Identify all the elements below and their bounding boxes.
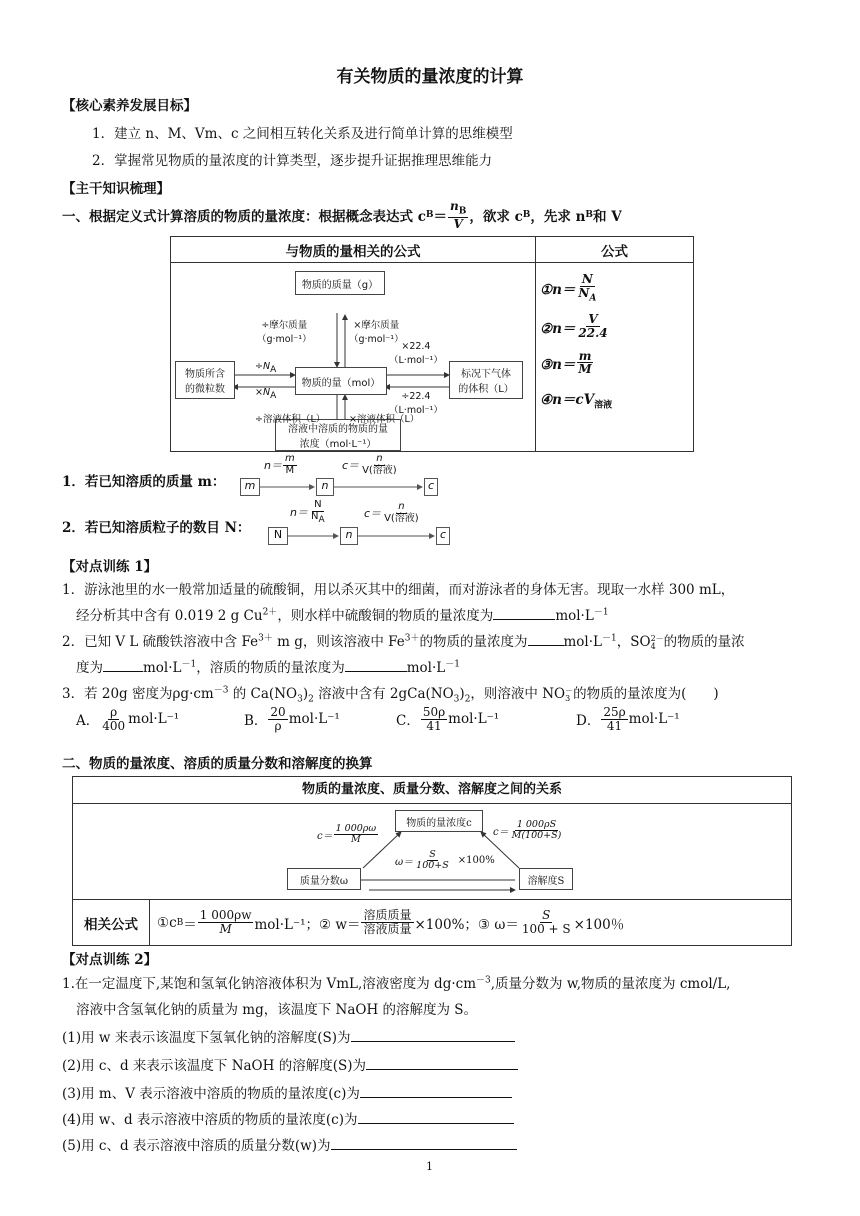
label-div-volume: ÷溶液体积（L） [255, 414, 326, 425]
eq-c-from-s: c＝ $\frac{1 000\rho S}{M(100+S)}$ [493, 819, 562, 841]
t1-q1-line1: 1．游泳池里的水一般常加适量的硫酸铜，用以杀灭其中的细菌，而对游泳者的身体无害。现取一水样 300 mL， [62, 582, 735, 598]
case2-label: 2．若已知溶质粒子的数目 N： [62, 520, 251, 536]
case2-eq1: n＝ $\frac{N}{N_A}$ [290, 499, 325, 525]
goal-item-1: 1．建立 n、M、Vm、c 之间相互转化关系及进行简单计算的思维模型 [92, 126, 513, 142]
relation-diagram [171, 263, 533, 451]
case2-box-n-count: N [268, 527, 288, 545]
t2-q-line2: 溶液中含氢氧化钠的质量为 mg，该温度下 NaOH 的溶解度为 S。 [76, 1002, 478, 1018]
label-div-molar-mass: ÷摩尔质量 （g·mol⁻¹） [257, 320, 312, 345]
node-molar-concentration: 物质的量浓度c [395, 810, 483, 832]
conversion-table-header: 物质的量浓度、质量分数、溶解度之间的关系 [73, 777, 791, 804]
label-mul-na: $\times N_A$ [255, 387, 277, 401]
label-mul-molar-mass: ×摩尔质量 （g·mol⁻¹） [349, 320, 404, 345]
conversion-table [72, 776, 792, 946]
answer-blank[interactable] [366, 1057, 518, 1070]
node-gas-volume: 标况下气体 的体积（L） [449, 361, 523, 399]
node-mole: 物质的量（mol） [295, 367, 387, 395]
table-header-formulas: 与物质的量相关的公式 [171, 237, 536, 263]
label-div-na: $\div N_A$ [255, 361, 277, 375]
t2-sub-2: (2)用 c、d 来表示该温度下 NaOH 的溶解度(S)为 [62, 1054, 518, 1074]
case1-label: 1．若已知溶质的质量 m： [62, 474, 226, 490]
formula-3: ③n＝ $\frac{m}{M}$ [540, 348, 592, 377]
formula-1: ①n＝ $\frac{N}{N_A}$ [540, 272, 597, 303]
node-mass-fraction: 质量分数ω [287, 868, 361, 890]
answer-blank[interactable] [331, 1137, 517, 1150]
case2-box-c: c [436, 527, 450, 545]
case1-eq2: c＝ $\frac{n}{\text{V(溶液)}}$ [342, 453, 397, 476]
case1-eq1: n＝ $\frac{m}{M}$ [264, 453, 295, 476]
node-particles: 物质所含 的微粒数 [175, 361, 235, 399]
answer-blank[interactable] [528, 633, 564, 646]
t2-q-line1: 1.在一定温度下,某饱和氢氧化钠溶液体积为 VmL,溶液密度为 $dg\cdot cm^{-3}$,质量分数为 w,物质的量浓度为 cmol/L, [62, 975, 731, 992]
training2-heading: 【对点训练 2】 [62, 952, 158, 968]
page-title: 有关物质的量浓度的计算 [336, 67, 524, 87]
case2-box-n: n [340, 527, 358, 545]
answer-blank[interactable] [493, 607, 555, 620]
table-header-formula: 公式 [536, 237, 694, 263]
t1-q1-line2: 经分析其中含有 0.019 2 g $Cu^{2+}$，则水样中硫酸铜的物质的量浓度为 $mol\cdot L^{-1}$ [76, 607, 609, 624]
node-solubility: 溶解度S [519, 868, 573, 890]
t2-sub-3: (3)用 m、V 表示溶液中溶质的物质的量浓度(c)为 [62, 1082, 512, 1102]
eq-w-from-s: ω＝ $\frac{S}{100+S}$ ×100% [395, 849, 495, 871]
related-formulas-row [73, 899, 791, 945]
knowledge-heading: 【主干知识梳理】 [62, 181, 170, 197]
related-formulas-label: 相关公式 [73, 900, 150, 945]
case1-arrows [230, 453, 450, 496]
related-formulas: ①c B ＝ $\frac{1 000\rho w}{M}$ mol·L⁻¹； ② w＝ $\frac{\text{溶质质量}}{\text{溶液质量}}$ ×100%； ③ ω＝ $\frac{S}{100 + S}$ ×100％ [157, 908, 625, 936]
option-a[interactable]: A． $\frac{\rho}{400}$ mol·L⁻¹ [76, 705, 180, 733]
case2-chain [262, 499, 462, 546]
section2-heading: 二、物质的量浓度、溶质的质量分数和溶解度的换算 [62, 756, 373, 772]
t2-sub-1: (1)用 w 来表示该温度下氢氧化钠的溶解度(S)为 [62, 1026, 515, 1046]
t1-q2-line2: 度为 $mol\cdot L^{-1}$，溶质的物质的量浓度为 $mol\cdot L^{-1}$ [76, 659, 460, 676]
training1-heading: 【对点训练 1】 [62, 559, 158, 575]
answer-blank[interactable] [358, 1111, 514, 1124]
label-mul-volume: ×溶液体积（L） [349, 414, 420, 425]
option-c[interactable]: C． $\frac{50\rho}{41}$ mol·L⁻¹ [396, 705, 500, 733]
t1-q2-line1: 2．已知 V L 硫酸铁溶液中含 $Fe^{3+}$ m g，则该溶液中 $Fe^{3+}$的物质的量浓度为 $mol\cdot L^{-1}$，SO 2－ 4 的物质的量浓 [62, 633, 745, 651]
relation-diagram-cell [171, 263, 536, 452]
section1-heading: 一、根据定义式计算溶质的物质的量浓度：根据概念表达式 c B ＝ $\frac{n_B}{V}$ ，欲求 c B ，先求 n B 和 V [62, 199, 622, 231]
case1-box-c: c [424, 478, 438, 496]
answer-blank[interactable] [351, 1029, 515, 1042]
answer-blank[interactable] [103, 659, 143, 672]
t2-sub-5: (5)用 c、d 表示溶液中溶质的质量分数(w)为 [62, 1134, 517, 1154]
option-d[interactable]: D． $\frac{25\rho}{41}$ mol·L⁻¹ [576, 705, 680, 733]
answer-blank[interactable] [360, 1085, 512, 1098]
label-div-22-4: ÷22.4 （L·mol⁻¹） [389, 391, 443, 416]
case2-eq2: c＝ $\frac{n}{\text{V(溶液)}}$ [364, 501, 419, 524]
formula-table [170, 236, 694, 452]
formula-4: $④n=cV_{溶液}$ [540, 391, 613, 411]
eq-c-from-w: c＝ $\frac{1 000\rho\omega}{M}$ [317, 823, 377, 845]
node-mass: 物质的质量（g） [295, 271, 385, 295]
label-mul-22-4: ×22.4 （L·mol⁻¹） [389, 341, 443, 366]
goal-item-2: 2．掌握常见物质的量浓度的计算类型，逐步提升证据推理思维能力 [92, 153, 493, 169]
t2-sub-4: (4)用 w、d 表示溶液中溶质的物质的量浓度(c)为 [62, 1108, 514, 1128]
option-b[interactable]: B． $\frac{20}{\rho}$ mol·L⁻¹ [244, 705, 340, 733]
goals-heading: 【核心素养发展目标】 [62, 98, 197, 114]
node-concentration: 溶液中溶质的物质的量 浓度（mol·L⁻¹） [275, 419, 401, 451]
page-number: 1 [426, 1160, 433, 1173]
formula-list-cell [536, 263, 694, 452]
t1-q3: 3．若 20g 密度为$\rho g\cdot cm^{-3}$ 的 $Ca(NO_3)_2$ 溶液中含有 $2gCa(NO_3)_2$，则溶液中 NO － 3 的物质的量浓度为( ) [62, 685, 719, 705]
case1-chain [230, 453, 450, 496]
case1-box-m: m [240, 478, 260, 496]
conversion-diagram [73, 804, 791, 899]
formula-2: ②n＝ $\frac{V}{22.4}$ [540, 312, 608, 341]
answer-blank[interactable] [345, 659, 407, 672]
case1-box-n: n [316, 478, 334, 496]
